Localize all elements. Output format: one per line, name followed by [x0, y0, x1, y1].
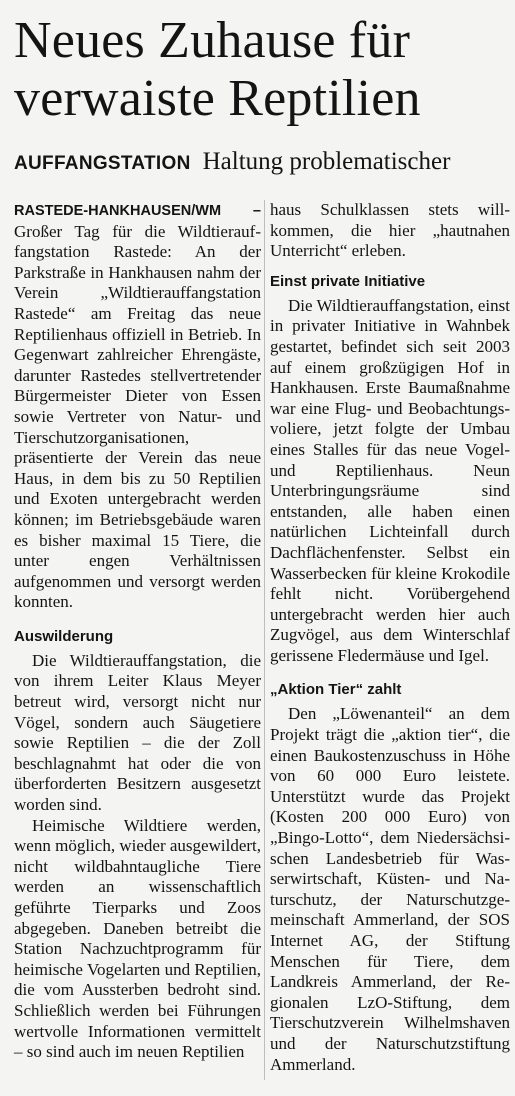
paragraph-continuation: haus Schulklassen stets willkommen, die hier „hautnahen Unterricht“ erleben. — [270, 200, 510, 261]
headline-line-1: Neues Zuhause für — [14, 12, 411, 69]
column-right — [270, 200, 510, 1075]
paragraph-aktion-tier: Den „Löwenanteil“ an dem Projekt trägt die „aktion tier“, die einen Baukostenzuschuss in Höhe von 60 000 Euro leistete. Unterstützt wurde das Projekt (Kosten 200 000 Euro) von „Bingo-Lotto“, dem Niedersächsischen Landesbetrieb für Wasserwirtschaft, Küsten- und Naturschutz, der Naturschutzgemeinschaft Ammerland, der SOS Internet AG, der Stiftung Menschen für Tiere, dem Landkreis Ammerland, der Regionalen LzO-Stiftung, dem Tierschutzverein Wilhelmshaven und der Naturschutzstiftung Ammerland. — [270, 704, 510, 1074]
lead-text: Großer Tag für die Wildtierauffangstation Rastede: An der Parkstraße in Hankhausen nahm der Verein „Wildtierauffangstation Rastede“ am Freitag das neue Reptilienhaus offiziell in Betrieb. In Gegenwart zahlreicher Ehrengäste, darunter Rastedes stellvertretender Bürgermeister Dieter von Essen sowie Vertreter von Natur- und Tierschutzorganisationen, präsentierte der Verein das neue Haus, in dem bis zu 50 Reptilien und Exoten untergebracht werden können; im Betriebsgebäude waren es bisher maximal 15 Tiere, die unter engen Verhältnissen aufgenommen und versorgt werden konnten. — [14, 221, 261, 612]
column-divider — [264, 200, 265, 1080]
column-left — [14, 200, 261, 1063]
dateline: RASTEDE-HANKHAUSEN/WM – — [14, 203, 261, 219]
section-heading-auswilderung: Auswilderung — [14, 627, 114, 645]
kicker: AUFFANGSTATION — [14, 153, 191, 174]
headline-line-2: verwaiste Reptilien — [14, 70, 421, 127]
headline — [14, 12, 509, 128]
paragraph-private-initiative: Die Wildtierauffangstation, einst in privater Initiative in Wahnbek gestartet, befindet sich seit 2003 auf einem großzügigen Hof in Hankhausen. Erste Baumaßnahme war eine Flug- und Beobachtungsvoliere, jetzt folgte der Umbau eines Stalles für das neue Vogel- und Reptilienhaus. Neun Unterbringungsräume sind entstanden, alle haben einen natürlichen Lichteinfall durch Dachflächenfenster. Selbst ein Wasserbecken für kleine Krokodile fehlt nicht. Vorübergehend untergebracht werden hier auch Zugvögel, aus dem Winterschlaf gerissene Fledermäuse und Igel. — [270, 295, 510, 665]
subhead: Haltung problematischer — [202, 148, 451, 175]
paragraph-auswilderung-1: Die Wildtierauffangstation, die von ihrem Leiter Klaus Meyer betreut wird, versorgt nicht nur Vögel, sondern auch Säugetiere sowie Reptilien – die der Zoll beschlagnahmt hat oder die von überforderten Besitzern ausgesetzt worden sind. — [14, 650, 261, 815]
paragraph-auswilderung-2: Heimische Wildtiere werden, wenn möglich, wieder ausgewildert, nicht wildbahntaugliche Tiere werden an wissenschaftlich geführte Tierparks und Zoos abgegeben. Daneben betreibt die Station Nachzuchtprogramm für heimische Vogelarten und Reptilien, die vom Aussterben bedroht sind. Schließlich werden bei Führungen wertvolle Informationen vermittelt – so sind auch im neuen Reptilien — [14, 815, 261, 1062]
kicker-row — [14, 148, 509, 176]
lead-paragraph — [14, 200, 261, 613]
section-heading-aktion-tier: „Aktion Tier“ zahlt — [270, 681, 402, 699]
section-heading-private-initiative: Einst private Initiative — [270, 272, 426, 290]
